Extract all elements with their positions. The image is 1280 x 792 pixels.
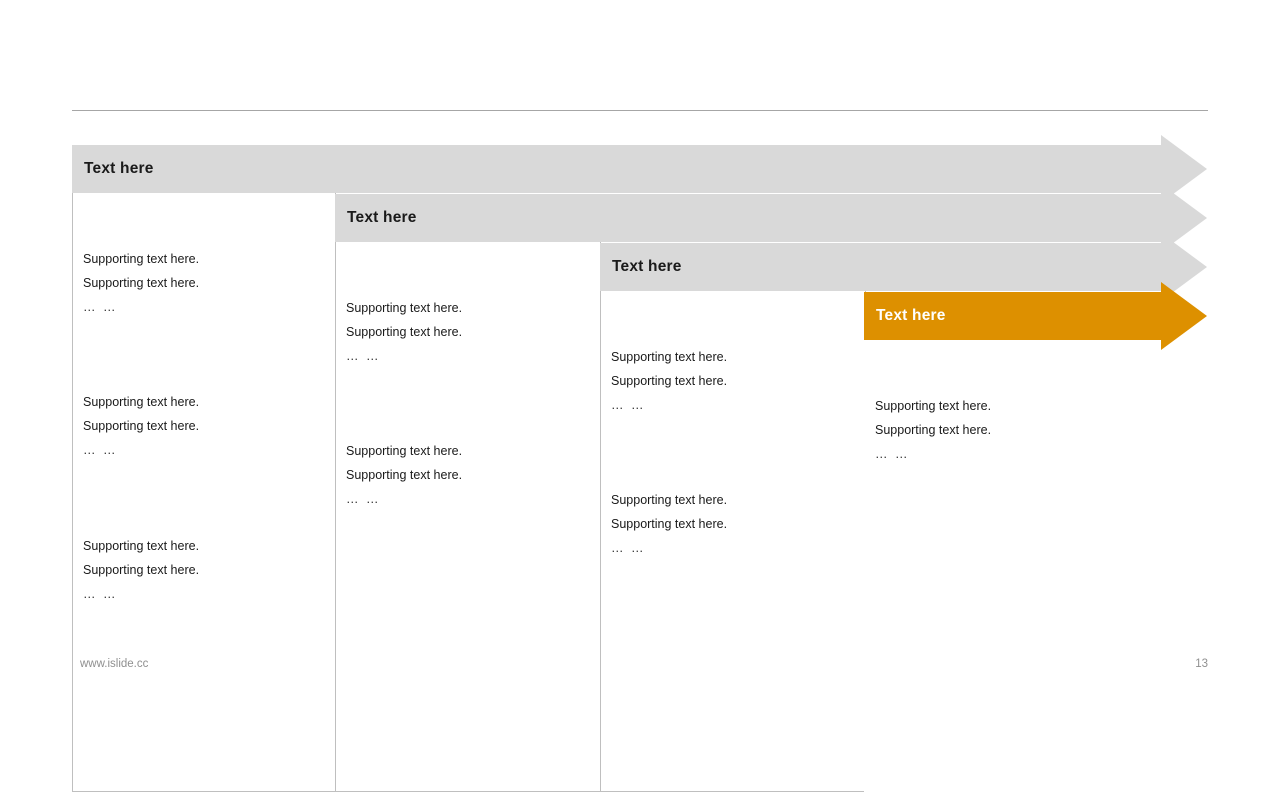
supporting-text: Supporting text here. bbox=[83, 276, 200, 290]
supporting-text: Supporting text here. bbox=[346, 444, 463, 458]
supporting-text: Supporting text here. bbox=[346, 325, 463, 339]
ellipsis-text: … … bbox=[346, 349, 381, 363]
stage-4-arrow[interactable] bbox=[864, 292, 1207, 340]
stage-4-arrow-body bbox=[864, 292, 1162, 340]
stage-3-arrow[interactable] bbox=[600, 243, 1207, 291]
supporting-text: Supporting text here. bbox=[611, 517, 728, 531]
ellipsis-text: … … bbox=[875, 447, 910, 461]
ellipsis-text: … … bbox=[83, 587, 118, 601]
stage-1-arrow[interactable] bbox=[72, 145, 1207, 193]
stage-1-group-3 bbox=[83, 534, 199, 606]
ellipsis-text: … … bbox=[83, 443, 118, 457]
supporting-text: Supporting text here. bbox=[611, 374, 728, 388]
ellipsis-text: … … bbox=[346, 492, 381, 506]
stage-1-group-1 bbox=[83, 247, 199, 319]
stage-1-body bbox=[72, 189, 336, 792]
ellipsis-text: … … bbox=[83, 300, 118, 314]
stage-3-group-1 bbox=[611, 345, 727, 417]
supporting-text: Supporting text here. bbox=[83, 252, 200, 266]
supporting-text: Supporting text here. bbox=[875, 423, 992, 437]
stage-1-title: Text here bbox=[84, 160, 154, 177]
supporting-text: Supporting text here. bbox=[83, 563, 200, 577]
stage-2-group-1 bbox=[346, 296, 462, 368]
stage-3-arrow-body bbox=[600, 243, 1162, 291]
supporting-text: Supporting text here. bbox=[83, 395, 200, 409]
stage-3-title: Text here bbox=[612, 258, 682, 275]
stage-1-arrow-body bbox=[72, 145, 1162, 193]
stage-2-arrow-body bbox=[335, 194, 1162, 242]
stage-2-title: Text here bbox=[347, 209, 417, 226]
page-number: 13 bbox=[1195, 658, 1208, 670]
supporting-text: Supporting text here. bbox=[83, 539, 200, 553]
stage-2-group-2 bbox=[346, 439, 462, 511]
stage-2-arrow[interactable] bbox=[335, 194, 1207, 242]
stage-4-body bbox=[864, 336, 1130, 792]
supporting-text: Supporting text here. bbox=[611, 350, 728, 364]
header-divider bbox=[72, 110, 1208, 111]
supporting-text: Supporting text here. bbox=[875, 399, 992, 413]
stage-4-title: Text here bbox=[876, 307, 946, 324]
footer-url[interactable]: www.islide.cc bbox=[80, 658, 149, 670]
ellipsis-text: … … bbox=[611, 398, 646, 412]
supporting-text: Supporting text here. bbox=[346, 468, 463, 482]
stage-2-body bbox=[335, 238, 601, 792]
stage-4-group-1 bbox=[875, 394, 991, 466]
ellipsis-text: … … bbox=[611, 541, 646, 555]
supporting-text: Supporting text here. bbox=[83, 419, 200, 433]
supporting-text: Supporting text here. bbox=[346, 301, 463, 315]
stage-3-group-2 bbox=[611, 488, 727, 560]
arrow-head-icon bbox=[1161, 282, 1207, 350]
supporting-text: Supporting text here. bbox=[611, 493, 728, 507]
stage-3-body bbox=[600, 287, 866, 792]
stage-1-group-2 bbox=[83, 390, 199, 462]
